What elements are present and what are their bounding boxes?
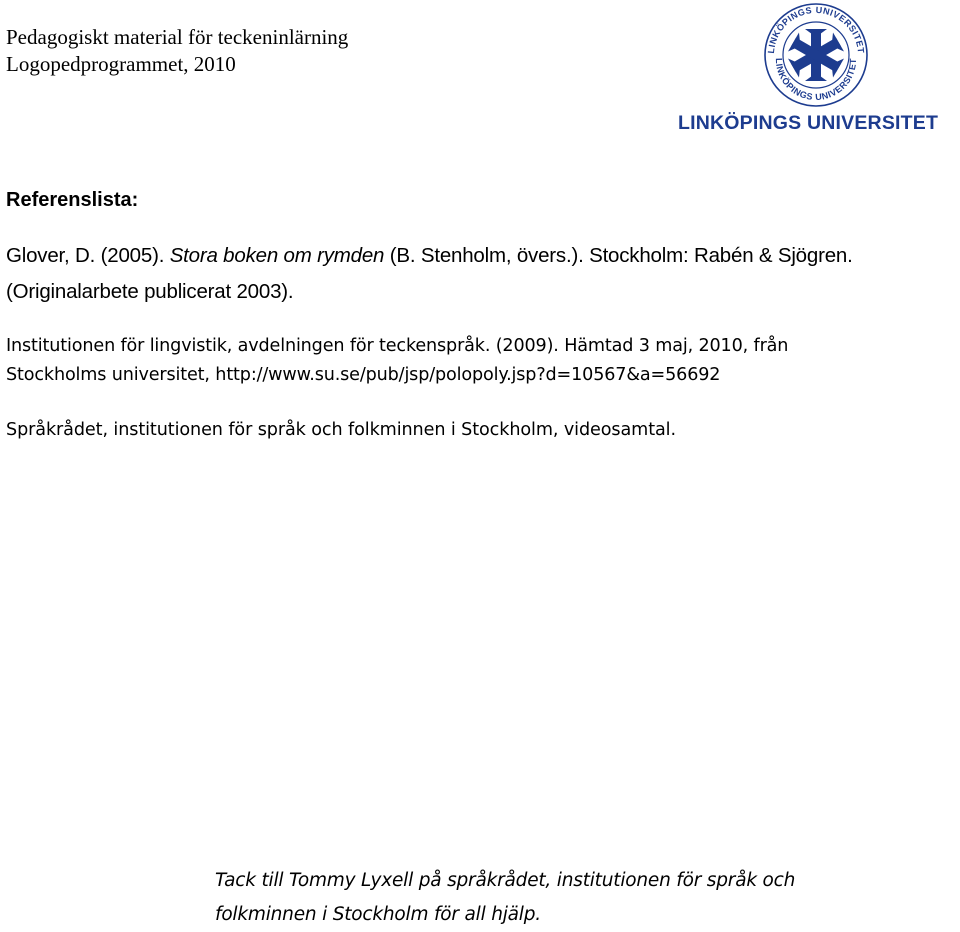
acknowledgement-line2: folkminnen i Stockholm för all hjälp.	[215, 904, 541, 925]
reference-glover-author: Glover, D. (2005).	[6, 244, 170, 267]
reference-sprakradet: Språkrådet, institutionen för språk och folkminnen i Stockholm, videosamtal.	[6, 420, 676, 440]
university-wordmark: LINKÖPINGS UNIVERSITET	[678, 112, 939, 134]
acknowledgement-line1: Tack till Tommy Lyxell på språkrådet, institutionen för språk och	[215, 870, 796, 891]
reference-list-heading: Referenslista:	[6, 189, 139, 211]
seal-text-top: LINKÖPINGS UNIVERSITET	[765, 4, 867, 54]
header-title: Pedagogiskt material för teckeninlärning	[6, 25, 349, 49]
reference-institution-line1: Institutionen för lingvistik, avdelningen för teckenspråk. (2009). Hämtad 3 maj, 2010, från	[6, 336, 789, 356]
reference-glover-title: Stora boken om rymden	[169, 244, 385, 267]
reference-glover-rest: (B. Stenholm, övers.). Stockholm: Rabén & Sjögren. (Originalarbete publicerat 2003).	[6, 244, 853, 303]
acknowledgement	[215, 864, 795, 932]
reference-institution	[6, 332, 951, 390]
reference-institution-line2: Stockholms universitet, http://www.su.se/pub/jsp/polopoly.jsp?d=10567&a=56692	[6, 365, 721, 385]
header-subtitle: Logopedprogrammet, 2010	[6, 52, 236, 76]
document-header	[6, 24, 348, 78]
university-logo	[676, 2, 956, 137]
reference-glover	[6, 238, 951, 310]
seal-text-bottom: LINKÖPINGS UNIVERSITET	[773, 57, 859, 103]
university-seal-icon	[762, 2, 870, 108]
